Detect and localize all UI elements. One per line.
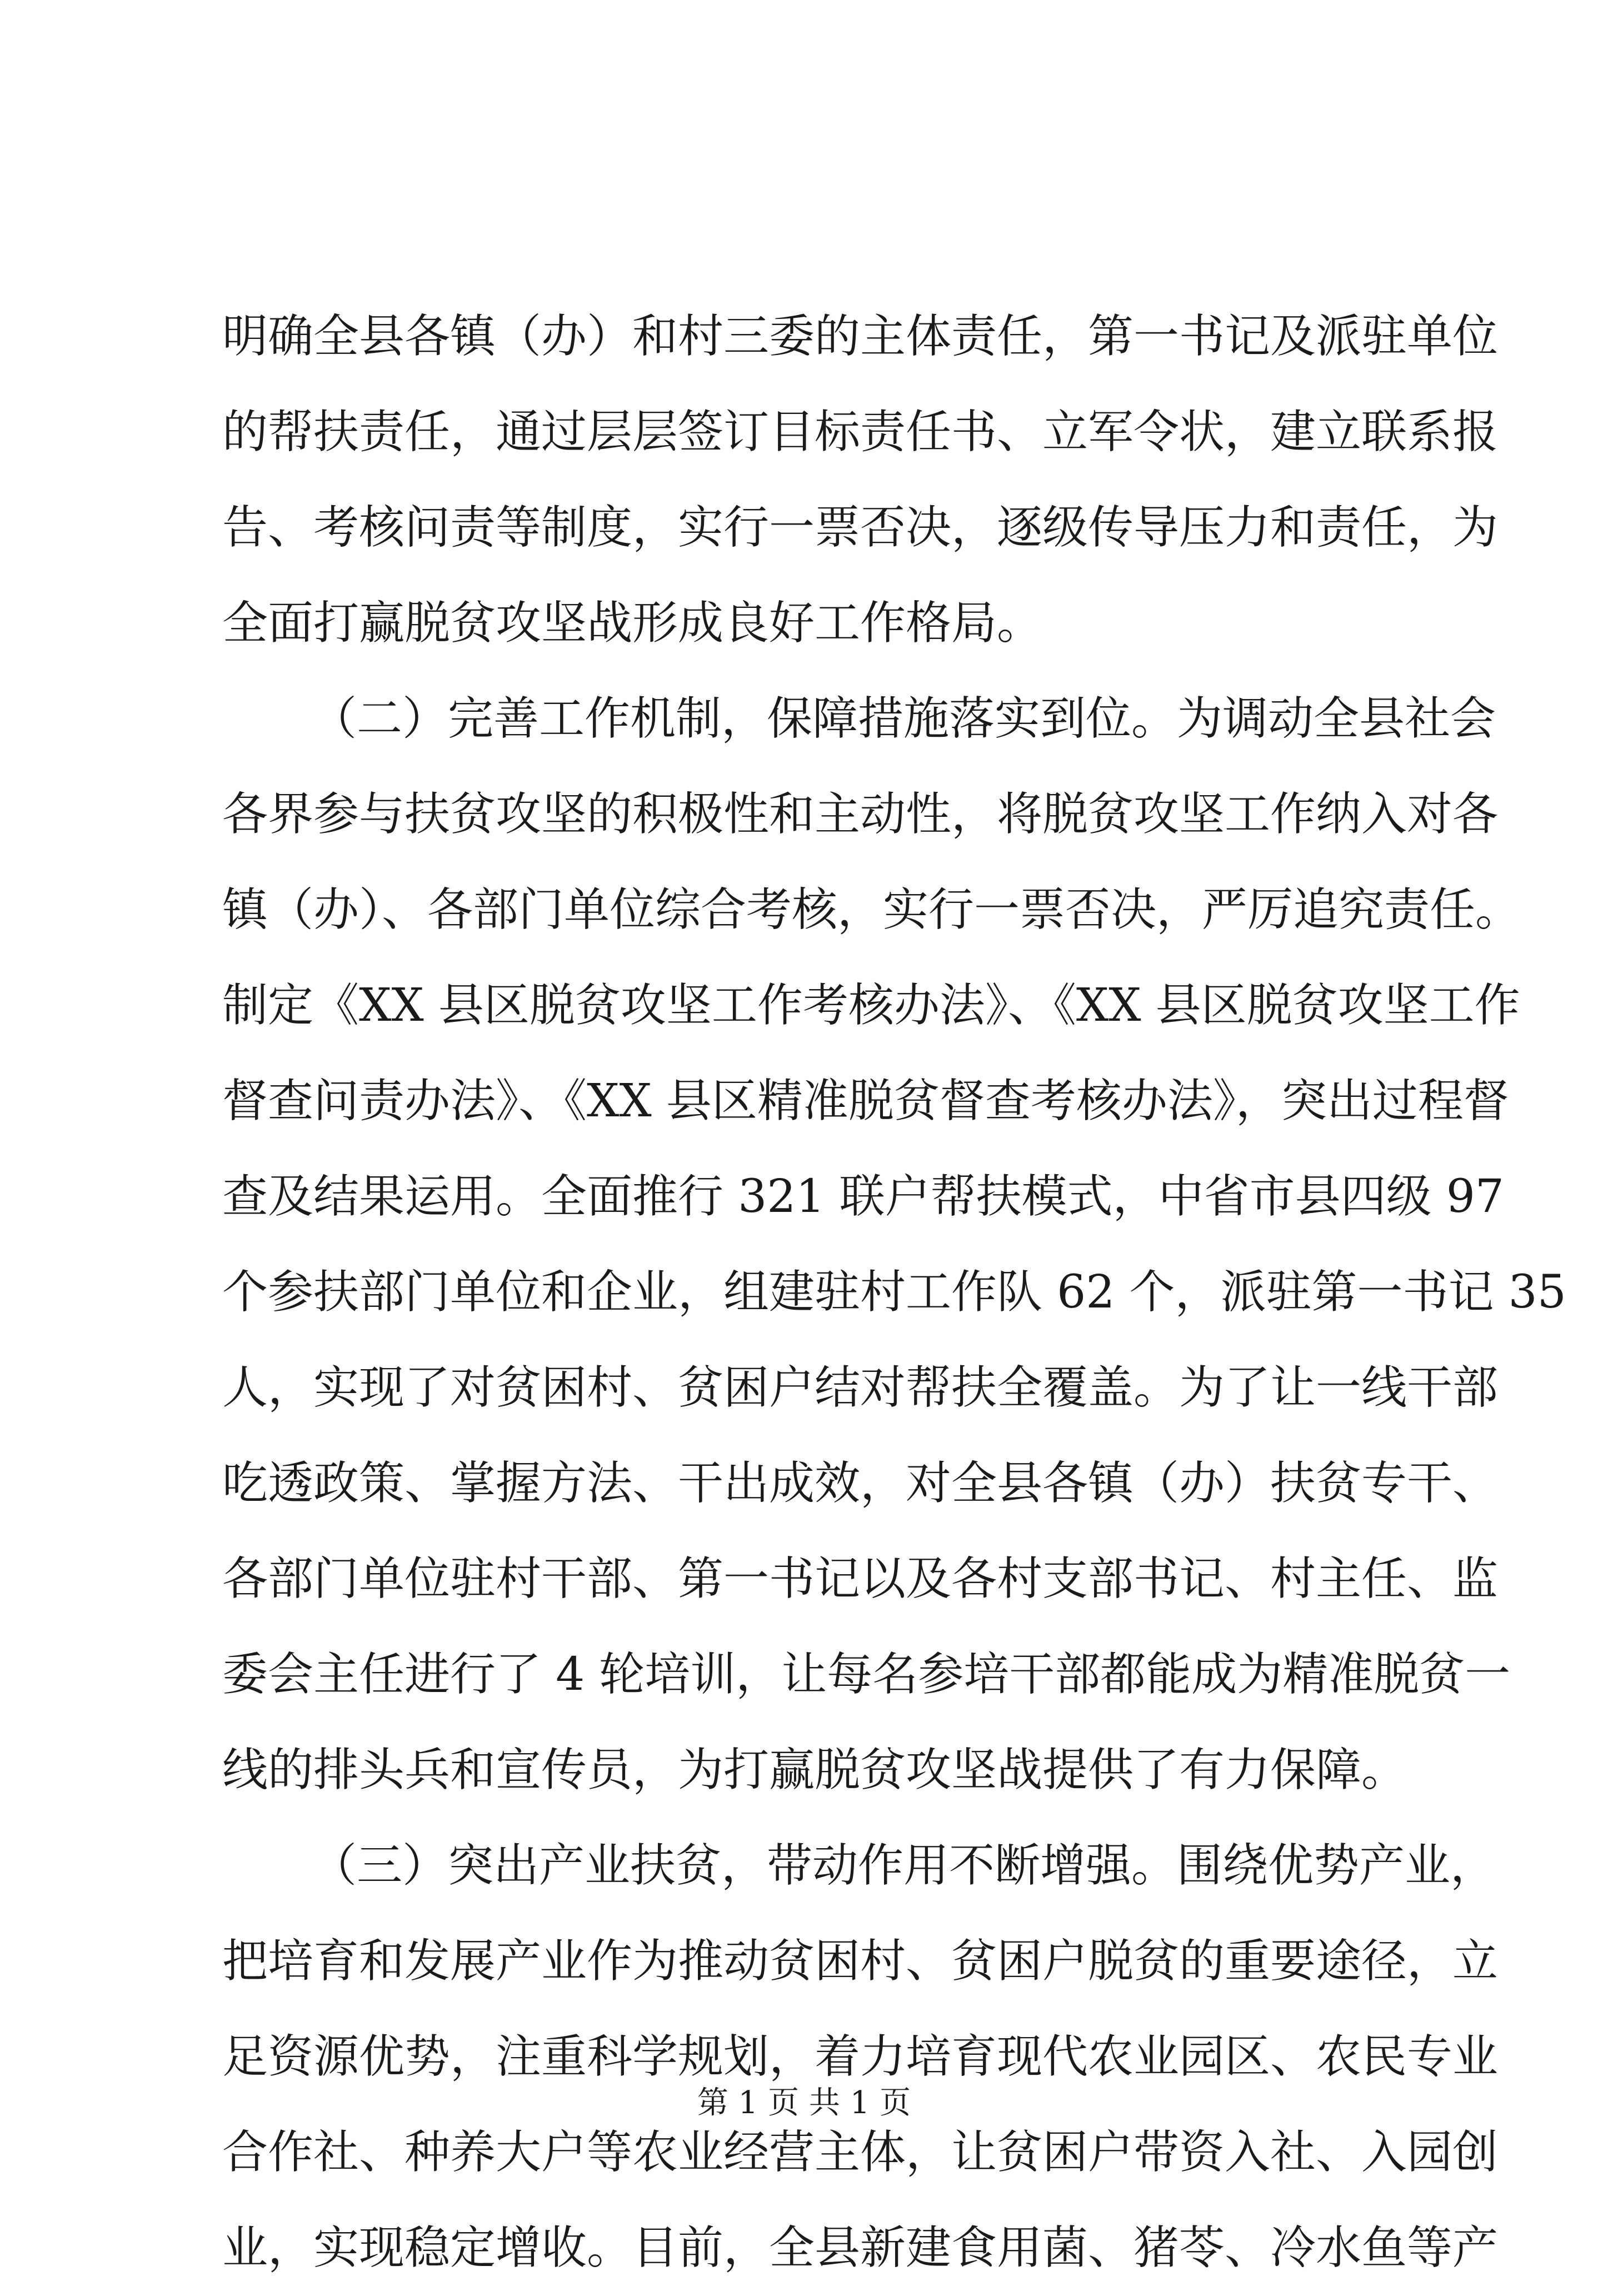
- page-footer: [0, 2078, 1608, 2123]
- text-line: 把培育和发展产业作为推动贫困村、贫困户脱贫的重要途径，立: [222, 1935, 1499, 1988]
- text-line: 业，实现稳定增收。目前，全县新建食用菌、猪苓、冷水鱼等产: [222, 2222, 1499, 2274]
- text-line: 各界参与扶贫攻坚的积极性和主动性，将脱贫攻坚工作纳入对各: [222, 788, 1499, 841]
- text-line: 镇（办）、各部门单位综合考核，实行一票否决，严厉追究责任。: [222, 884, 1521, 936]
- document-body: [222, 289, 1566, 2296]
- text-line: 人，实现了对贫困村、贫困户结对帮扶全覆盖。为了让一线干部: [222, 1361, 1499, 1414]
- text-line: 查及结果运用。全面推行 321 联户帮扶模式，中省市县四级 97: [222, 1170, 1505, 1223]
- text-line: 明确全县各镇（办）和村三委的主体责任，第一书记及派驻单位: [222, 310, 1499, 363]
- text-line: 线的排头兵和宣传员，为打赢脱贫攻坚战提供了有力保障。: [222, 1744, 1407, 1796]
- text-line: 制定《XX 县区脱贫攻坚工作考核办法》、《XX 县区脱贫攻坚工作: [222, 979, 1520, 1032]
- text-line: 的帮扶责任，通过层层签订目标责任书、立军令状，建立联系报: [222, 406, 1499, 458]
- paragraph-heading-line: （三）突出产业扶贫，带动作用不断增强。围绕优势产业，: [311, 1839, 1496, 1892]
- text-line: 委会主任进行了 4 轮培训，让每名参培干部都能成为精准脱贫一: [222, 1648, 1511, 1701]
- paragraph-heading-line: （二）完善工作机制，保障措施落实到位。为调动全县社会: [311, 692, 1496, 745]
- text-line: 个参扶部门单位和企业，组建驻村工作队 62 个，派驻第一书记 35: [222, 1266, 1566, 1319]
- text-line: 足资源优势，注重科学规划，着力培育现代农业园区、农民专业: [222, 2030, 1499, 2083]
- page-number-label: 第 1 页 共 1 页: [697, 2085, 911, 2121]
- text-line: 各部门单位驻村干部、第一书记以及各村支部书记、村主任、监: [222, 1553, 1499, 1605]
- text-line: 吃透政策、掌握方法、干出成效，对全县各镇（办）扶贫专干、: [222, 1457, 1499, 1510]
- text-line: 合作社、种养大户等农业经营主体，让贫困户带资入社、入园创: [222, 2126, 1499, 2179]
- text-line: 督查问责办法》、《XX 县区精准脱贫督查考核办法》，突出过程督: [222, 1075, 1509, 1127]
- text-line: 全面打赢脱贫攻坚战形成良好工作格局。: [222, 597, 1043, 650]
- text-line: 告、考核问责等制度，实行一票否决，逐级传导压力和责任，为: [222, 501, 1499, 554]
